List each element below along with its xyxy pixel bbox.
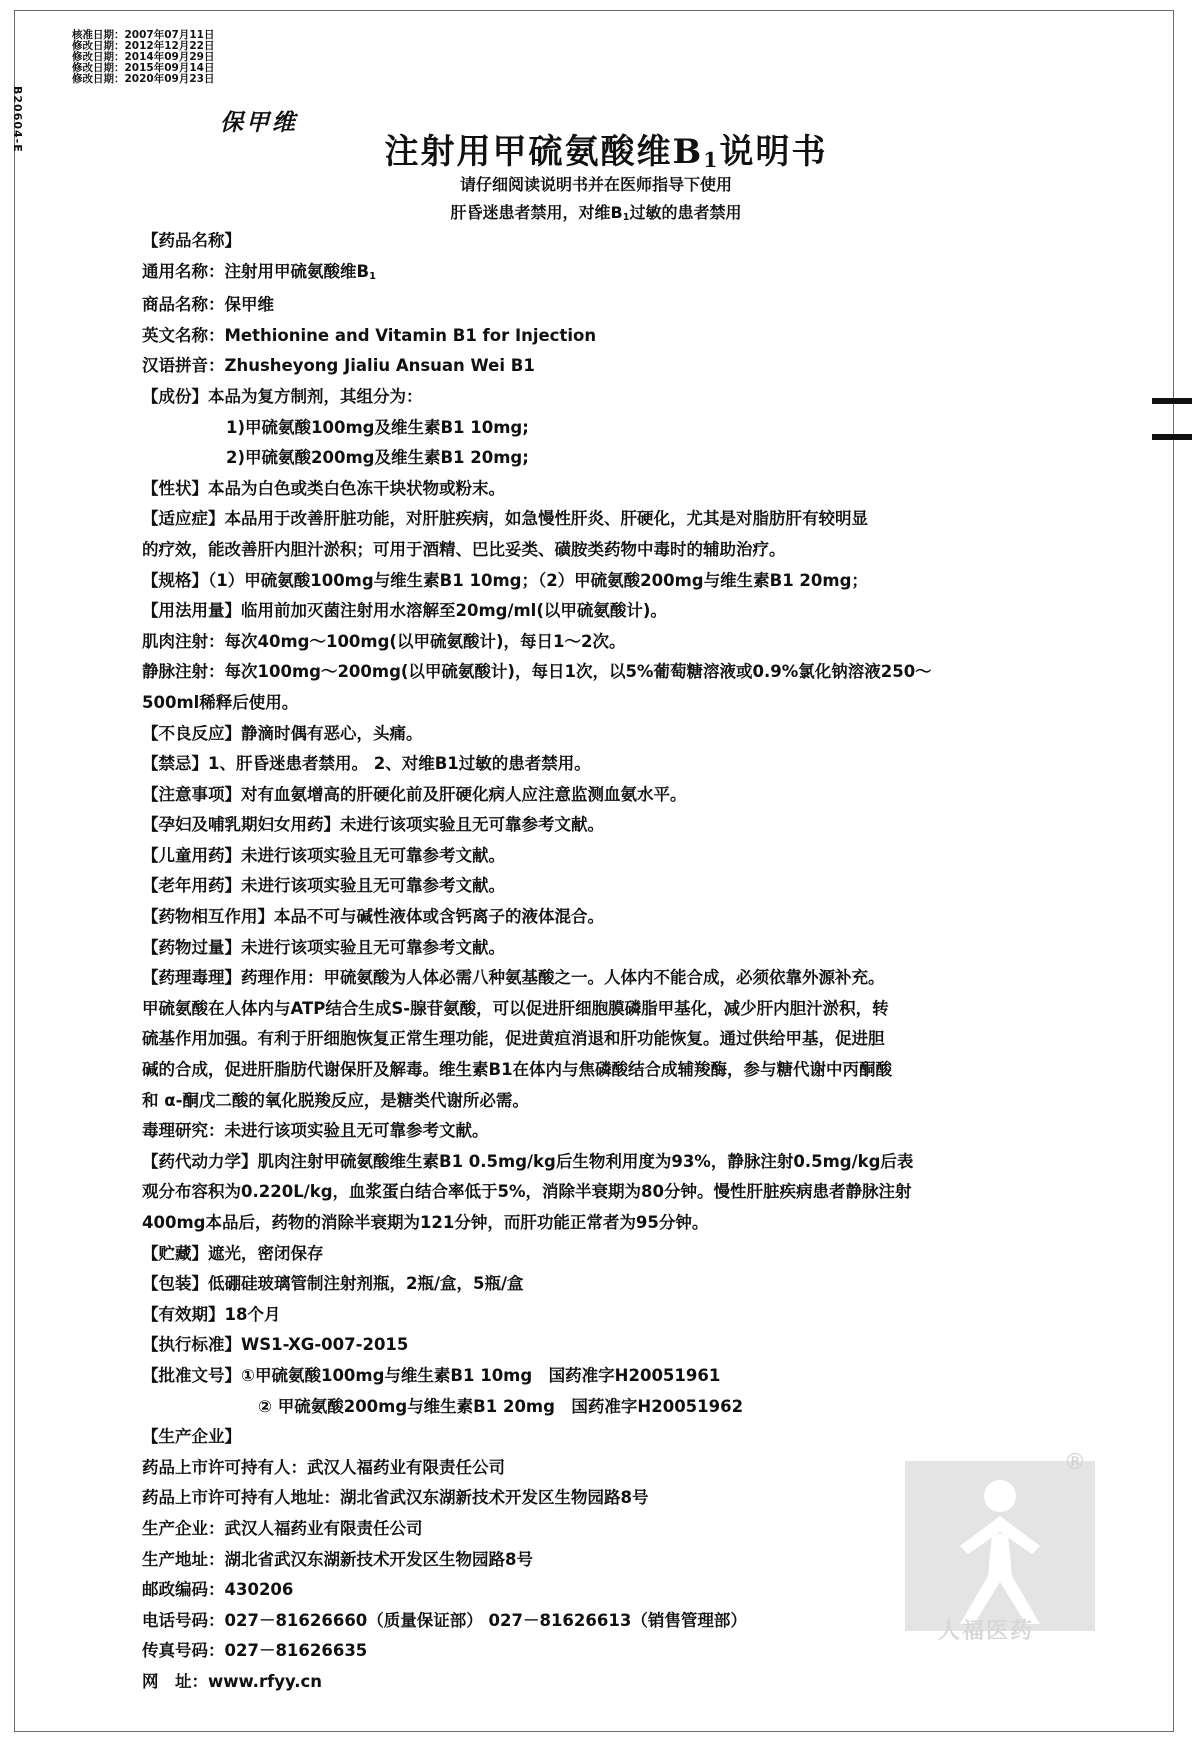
edge-mark bbox=[1152, 434, 1192, 440]
edge-registration-marks bbox=[1152, 398, 1192, 470]
indications: 【适应症】本品用于改善肝脏功能，对肝脏疾病，如急慢性肝炎、肝硬化，尤其是对脂肪肝有较明显 bbox=[142, 509, 868, 529]
registered-mark: ® bbox=[1064, 1450, 1086, 1475]
pharmacology-cont: 和 α-酮戊二酸的氧化脱羧反应，是糖类代谢所必需。 bbox=[142, 1090, 529, 1110]
adverse-reactions: 【不良反应】静滴时偶有恶心，头痛。 bbox=[142, 723, 423, 743]
postal-code: 邮政编码：430206 bbox=[142, 1580, 294, 1600]
manufacturer: 生产企业：武汉人福药业有限责任公司 bbox=[142, 1518, 423, 1538]
indications-cont: 的疗效，能改善肝内胆汁淤积；可用于酒精、巴比妥类、磺胺类药物中毒时的辅助治疗。 bbox=[142, 539, 786, 559]
standard: 【执行标准】WS1-XG-007-2015 bbox=[142, 1335, 409, 1355]
contraindication-notice: 肝昏迷患者禁用，对维$B_1$过敏的患者禁用 bbox=[450, 203, 742, 223]
mah: 药品上市许可持有人：武汉人福药业有限责任公司 bbox=[142, 1457, 505, 1477]
overdose: 【药物过量】未进行该项实验且无可靠参考文献。 bbox=[142, 937, 505, 957]
revision-date: 修改日期：2012年12月22日 bbox=[72, 40, 215, 52]
revision-dates bbox=[72, 30, 214, 85]
company-logo-watermark bbox=[900, 1456, 1100, 1636]
generic-name: 通用名称：注射用甲硫氨酸维$B_1$ bbox=[142, 261, 376, 282]
pharmacokinetics-cont: 400mg本品后，药物的消除半衰期为121分钟，而肝功能正常者为95分钟。 bbox=[142, 1213, 709, 1232]
dosage-iv-cont: 500ml稀释后使用。 bbox=[142, 692, 299, 712]
dosage-im: 肌肉注射：每次40mg～100mg(以甲硫氨酸计)，每日1～2次。 bbox=[142, 631, 626, 651]
trade-name: 商品名称：保甲维 bbox=[142, 295, 274, 315]
section-heading-manufacturer: 【生产企业】 bbox=[142, 1427, 241, 1447]
packaging: 【包装】低硼硅玻璃管制注射剂瓶，2瓶/盒，5瓶/盒 bbox=[142, 1274, 524, 1294]
precautions: 【注意事项】对有血氨增高的肝硬化前及肝硬化病人应注意监测血氨水平。 bbox=[142, 784, 687, 804]
document-title: 注射用甲硫氨酸维$B_1$说明书 bbox=[384, 132, 828, 173]
edge-mark bbox=[1152, 398, 1192, 404]
specifications: 【规格】（1）甲硫氨酸100mg与维生素B1 10mg；（2）甲硫氨酸200mg与维生素B1 20mg； bbox=[142, 570, 868, 590]
toxicology: 毒理研究：未进行该项实验且无可靠参考文献。 bbox=[142, 1121, 489, 1141]
composition-item: 1)甲硫氨酸100mg及维生素B1 10mg; bbox=[226, 417, 529, 437]
pharmacology-cont: 硫基作用加强。有利于肝细胞恢复正常生理功能，促进黄疸消退和肝功能恢复。通过供给甲基，促进胆 bbox=[142, 1029, 885, 1049]
dosage: 【用法用量】临用前加灭菌注射用水溶解至20mg/ml(以甲硫氨酸计)。 bbox=[142, 601, 667, 621]
brand-name: 保甲维 bbox=[220, 110, 298, 136]
contraindications: 【禁忌】1、肝昏迷患者禁用。 2、对维B1过敏的患者禁用。 bbox=[142, 754, 591, 774]
composition: 【成份】本品为复方制剂，其组分为： bbox=[142, 386, 423, 406]
storage: 【贮藏】遮光，密闭保存 bbox=[142, 1243, 324, 1263]
website: 网 址：www.rfyy.cn bbox=[142, 1671, 323, 1691]
composition-item: 2)甲硫氨酸200mg及维生素B1 20mg; bbox=[226, 448, 529, 468]
revision-date: 修改日期：2014年09月29日 bbox=[72, 51, 215, 63]
revision-date: 修改日期：2020年09月23日 bbox=[72, 73, 215, 85]
approval-date: 核准日期：2007年07月11日 bbox=[72, 29, 215, 41]
pharmacology-cont: 甲硫氨酸在人体内与ATP结合生成S-腺苷氨酸，可以促进肝细胞膜磷脂甲基化，减少肝内胆汁淤积，转 bbox=[142, 998, 889, 1018]
pregnancy-lactation: 【孕妇及哺乳期妇女用药】未进行该项实验且无可靠参考文献。 bbox=[142, 815, 604, 835]
phone-numbers: 电话号码：027－81626660（质量保证部） 027－81626613（销售管理部） bbox=[142, 1610, 747, 1630]
pharmacology: 【药理毒理】药理作用：甲硫氨酸为人体必需八种氨基酸之一。人体内不能合成，必须依靠外源补充。 bbox=[142, 968, 885, 988]
approval-number: 【批准文号】①甲硫氨酸100mg与维生素B1 10mg 国药准字H20051961 bbox=[142, 1365, 721, 1385]
approval-number-2: ② 甲硫氨酸200mg与维生素B1 20mg 国药准字H20051962 bbox=[258, 1396, 744, 1416]
dosage-iv: 静脉注射：每次100mg～200mg(以甲硫氨酸计)，每日1次，以5%葡萄糖溶液或0.9%氯化钠溶液250～ bbox=[142, 662, 932, 682]
document-code: B20604-E bbox=[11, 86, 24, 153]
company-watermark-text: 人福医药 bbox=[938, 1619, 1035, 1644]
pinyin-name: 汉语拼音：Zhusheyong Jialiu Ansuan Wei B1 bbox=[142, 356, 535, 376]
drug-interactions: 【药物相互作用】本品不可与碱性液体或含钙离子的液体混合。 bbox=[142, 907, 604, 927]
usage-notice: 请仔细阅读说明书并在医师指导下使用 bbox=[459, 175, 732, 194]
revision-date: 修改日期：2015年09月14日 bbox=[72, 62, 215, 74]
english-name: 英文名称：Methionine and Vitamin B1 for Injection bbox=[142, 325, 597, 345]
pharmacology-cont: 碱的合成，促进肝脂肪代谢保肝及解毒。维生素B1在体内与焦磷酸结合成辅羧酶，参与糖代谢中丙酮酸 bbox=[142, 1060, 893, 1080]
mah-address: 药品上市许可持有人地址：湖北省武汉东湖新技术开发区生物园路8号 bbox=[142, 1488, 649, 1508]
description: 【性状】本品为白色或类白色冻干块状物或粉末。 bbox=[142, 478, 505, 498]
pediatric-use: 【儿童用药】未进行该项实验且无可靠参考文献。 bbox=[142, 845, 505, 865]
geriatric-use: 【老年用药】未进行该项实验且无可靠参考文献。 bbox=[142, 876, 505, 896]
pharmacokinetics-cont: 观分布容积为0.220L/kg，血浆蛋白结合率低于5%，消除半衰期为80分钟。慢性肝脏疾病患者静脉注射 bbox=[142, 1182, 912, 1202]
section-heading-drug-name: 【药品名称】 bbox=[142, 231, 241, 250]
shelf-life: 【有效期】18个月 bbox=[142, 1304, 281, 1324]
pharmacokinetics: 【药代动力学】肌肉注射甲硫氨酸维生素B1 0.5mg/kg后生物利用度为93%，静脉注射0.5mg/kg后表 bbox=[142, 1151, 914, 1171]
fax-number: 传真号码：027－81626635 bbox=[142, 1641, 368, 1661]
manufacturer-address: 生产地址：湖北省武汉东湖新技术开发区生物园路8号 bbox=[142, 1549, 533, 1569]
